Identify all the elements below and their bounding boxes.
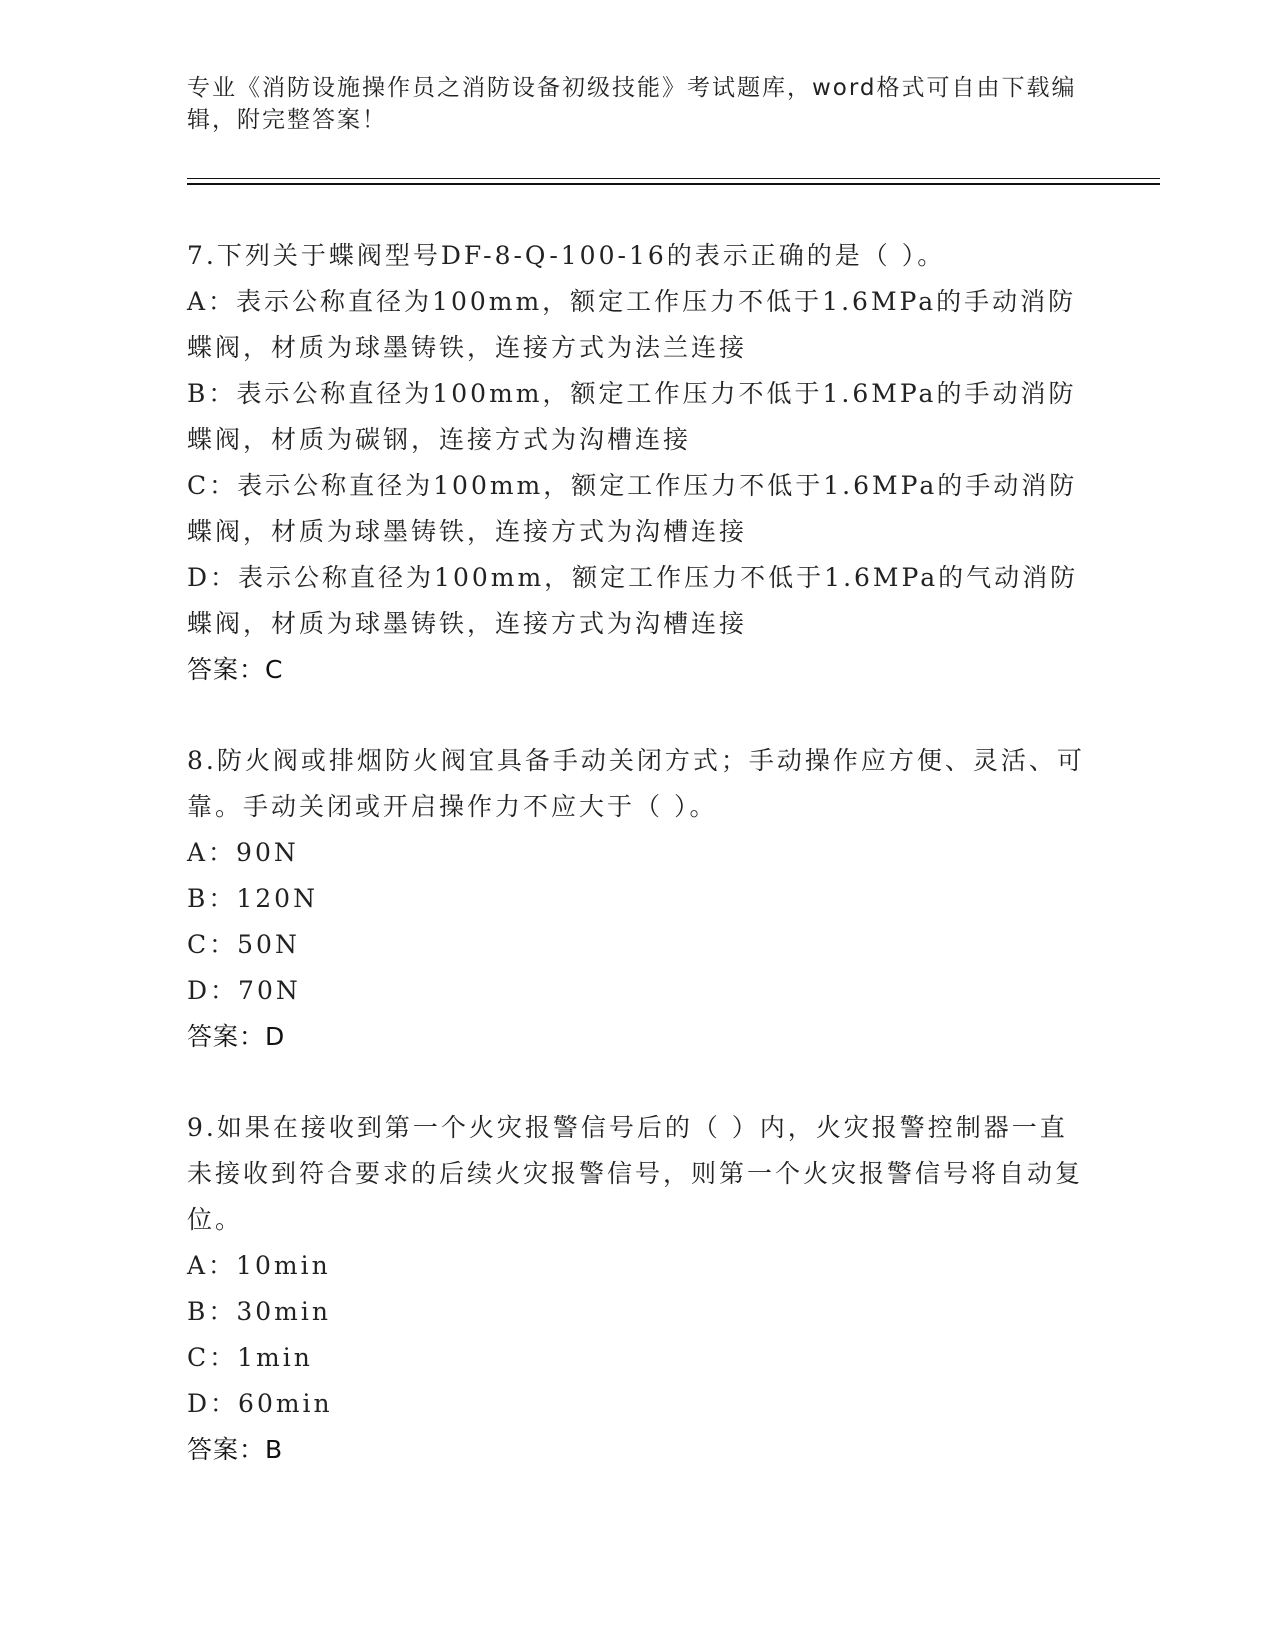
option-b: B：表示公称直径为100mm，额定工作压力不低于1.6MPa的手动消防蝶阀，材质为碳钢，连接方式为沟槽连接: [187, 379, 1077, 454]
header-rule-thin: [187, 178, 1160, 179]
question-9: [187, 1105, 1087, 1473]
option-b: B：120N: [187, 884, 318, 913]
option-d: D：60min: [187, 1389, 333, 1418]
document-header: 专业《消防设施操作员之消防设备初级技能》考试题库，word格式可自由下载编辑，附完整答案！: [187, 75, 1077, 133]
answer-line: 答案：C: [187, 655, 284, 684]
question-stem: 7.下列关于蝶阀型号DF-8-Q-100-16的表示正确的是（ ）。: [187, 241, 946, 270]
option-c: C：50N: [187, 930, 300, 959]
header-rule-thick: [187, 183, 1160, 185]
question-stem: 9.如果在接收到第一个火灾报警信号后的（ ）内，火灾报警控制器一直未接收到符合要求的后续火灾报警信号，则第一个火灾报警信号将自动复位。: [187, 1113, 1084, 1234]
question-stem: 8.防火阀或排烟防火阀宜具备手动关闭方式；手动操作应方便、灵活、可靠。手动关闭或开启操作力不应大于（ ）。: [187, 746, 1085, 821]
option-c: C：1min: [187, 1343, 313, 1372]
option-c: C：表示公称直径为100mm，额定工作压力不低于1.6MPa的手动消防蝶阀，材质为球墨铸铁，连接方式为沟槽连接: [187, 471, 1078, 546]
option-a: A：表示公称直径为100mm，额定工作压力不低于1.6MPa的手动消防蝶阀，材质为球墨铸铁，连接方式为法兰连接: [187, 287, 1077, 362]
answer-line: 答案：D: [187, 1022, 286, 1051]
question-8: [187, 738, 1087, 1060]
question-7: [187, 233, 1087, 693]
option-a: A：90N: [187, 838, 299, 867]
option-b: B：30min: [187, 1297, 331, 1326]
option-d: D：表示公称直径为100mm，额定工作压力不低于1.6MPa的气动消防蝶阀，材质为球墨铸铁，连接方式为沟槽连接: [187, 563, 1079, 638]
option-d: D：70N: [187, 976, 301, 1005]
option-a: A：10min: [187, 1251, 331, 1280]
answer-line: 答案：B: [187, 1435, 284, 1464]
